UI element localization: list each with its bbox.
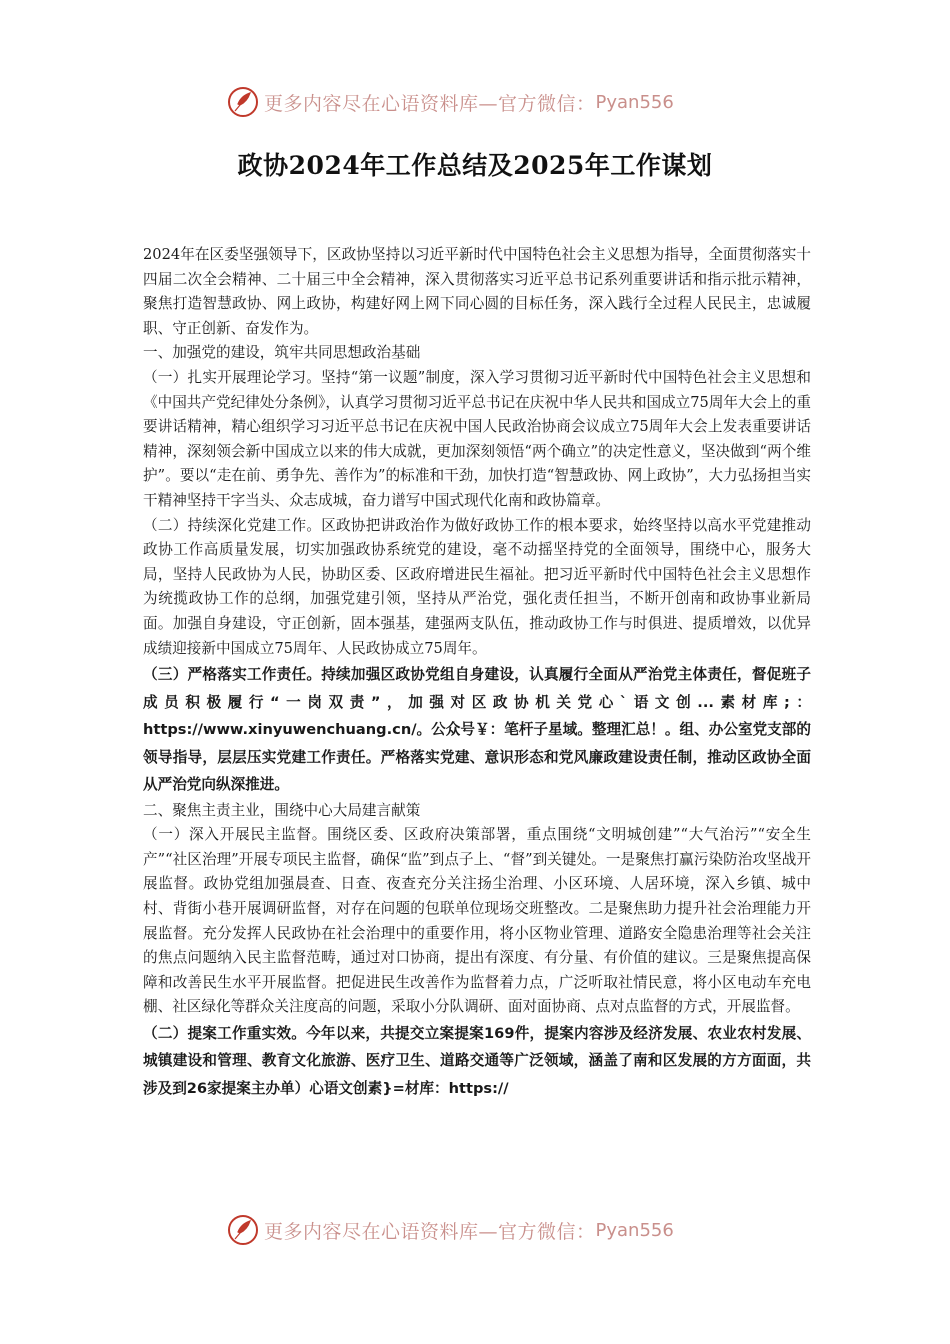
watermark-banner-top (226, 82, 726, 122)
watermark-wechat-id: Pyan556 (595, 1219, 674, 1241)
paragraph: （二）持续深化党建工作。区政协把讲政治作为做好政协工作的根本要求，始终坚持以高水平党建推动政协工作高质量发展，切实加强政协系统党的建设，毫不动摇坚持党的全面领导，围绕中心，服务大局，坚持人民政协为人民，协助区委、区政府增进民生福祉。把习近平新时代中国特色社会主义思想作为统揽政协工作的总纲，加强党建引领，坚持从严治党，强化责任担当，不断开创南和政协事业新局面。加强自身建设，守正创新，固本强基，建强两支队伍，推动政协工作与时俱进、提质增效，以优异成绩迎接新中国成立75周年、人民政协成立75周年。 (143, 516, 811, 657)
document-title: 政协2024年工作总结及2025年工作谋划 (237, 151, 713, 180)
paragraph: （一）扎实开展理论学习。坚持“第一议题”制度，深入学习贯彻习近平新时代中国特色社会主义思想和《中国共产党纪律处分条例》，认真学习贯彻习近平总书记在庆祝中华人民共和国成立75周年大会上的重要讲话精神，精心组织学习习近平总书记在庆祝中国人民政治协商会议成立75周年大会上发表重要讲话精神，深刻领会新中国成立以来的伟大成就，更加深刻领悟“两个确立”的决定性意义，坚决做到“两个维护”。要以“走在前、勇争先、善作为”的标准和干劲，加快打造“智慧政协、网上政协”，大力弘扬担当实干精神坚持干字当头、众志成城，奋力谱写中国式现代化南和政协篇章。 (143, 368, 811, 509)
watermark-wechat-id: Pyan556 (595, 91, 674, 113)
watermark-text: 更多内容尽在心语资料库—官方微信： (264, 1220, 596, 1243)
paragraph: 2024年在区委坚强领导下，区政协坚持以习近平新时代中国特色社会主义思想为指导，全面贯彻落实十四届二次全会精神、二十届三中全会精神，深入贯彻落实习近平总书记系列重要讲话和指示批示精神，聚焦打造智慧政协、网上政协，构建好网上网下同心圆的目标任务，深入践行全过程人民民主，忠诚履职、守正创新、奋发作为。 (143, 246, 811, 337)
paragraph: （三）严格落实工作责任。持续加强区政协党组自身建设，认真履行全面从严治党主体责任，督促班子成员积极履行“一岗双责”，加强对区政协机关党心`语文创...素材库;：https://www.xinyuwenchuang.cn/。公众号￥：笔杆子星域。整理汇总！。组、办公室党支部的领导指导，层层压实党建工作责任。严格落实党建、意识形态和党风廉政建设责任制，推动区政协全面从严治党向纵深推进。 (143, 666, 811, 794)
paragraph: （二）提案工作重实效。今年以来，共提交立案提案169件，提案内容涉及经济发展、农业农村发展、城镇建设和管理、教育文化旅游、医疗卫生、道路交通等广泛领域，涵盖了南和区发展的方方面面，共涉及到26家提案主办单）心语文创素}=材库：https:// (143, 1024, 811, 1097)
document-body (143, 243, 811, 1102)
paragraph: 一、加强党的建设，筑牢共同思想政治基础 (143, 344, 421, 362)
paragraph: （一）深入开展民主监督。围绕区委、区政府决策部署，重点围绕“文明城创建”“大气治污”“安全生产”“社区治理”开展专项民主监督，确保“监”到点子上、“督”到关键处。一是聚焦打赢污染防治攻坚战开展监督。政协党组加强晨查、日查、夜查充分关注扬尘治理、小区环境、人居环境，深入乡镇、城中村、背街小巷开展调研监督，对存在问题的包联单位现场交班整改。二是聚焦助力提升社会治理能力开展监督。充分发挥人民政协在社会治理中的重要作用，将小区物业管理、道路安全隐患治理等社会关注的焦点问题纳入民主监督范畴，通过对口协商，提出有深度、有分量、有价值的建议。三是聚焦提高保障和改善民生水平开展监督。把促进民生改善作为监督着力点，广泛听取社情民意，将小区电动车充电棚、社区绿化等群众关注度高的问题，采取小分队调研、面对面协商、点对点监督的方式，开展监督。 (143, 826, 811, 1016)
watermark-text: 更多内容尽在心语资料库—官方微信： (264, 92, 596, 115)
watermark-banner-bottom (226, 1210, 726, 1250)
feather-pen-logo-icon (226, 1213, 260, 1247)
feather-pen-logo-icon (226, 85, 260, 119)
paragraph: 二、聚焦主责主业，围绕中心大局建言献策 (143, 801, 421, 819)
